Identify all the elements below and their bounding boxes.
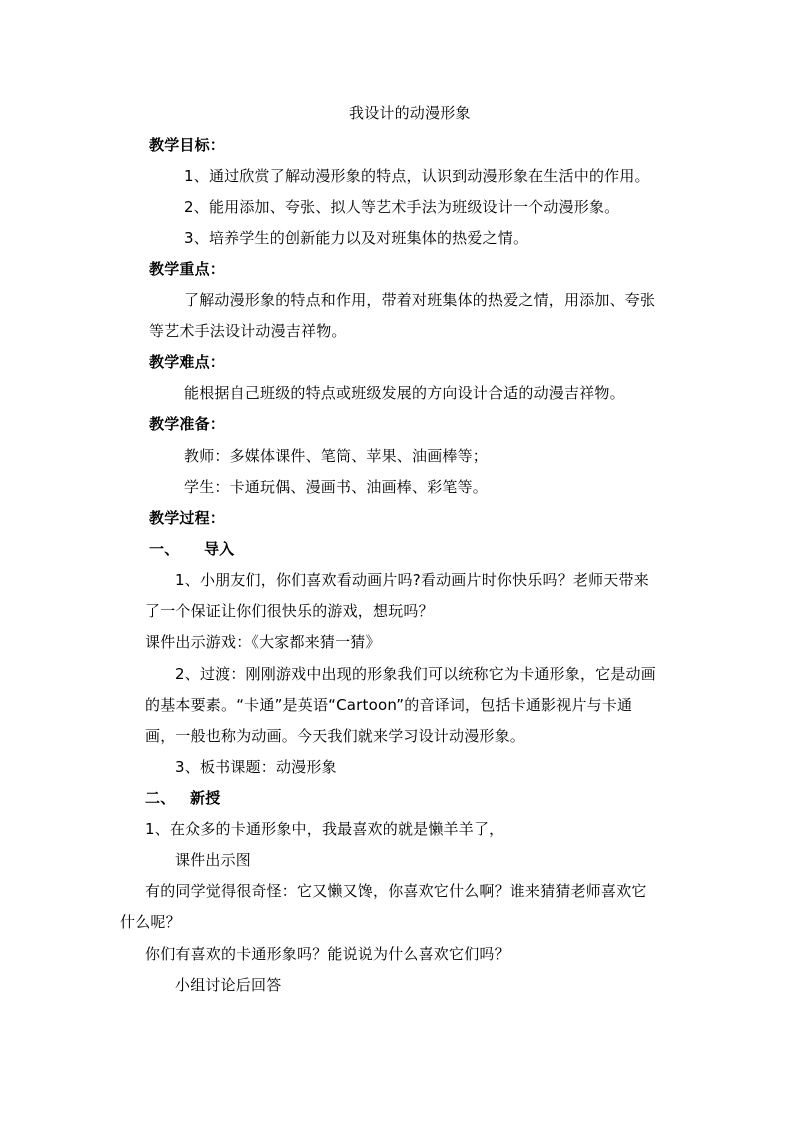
- part1-line-1: 1、小朋友们，你们喜欢看动画片吗?看动画片时你快乐吗？老师天带来: [175, 571, 649, 589]
- part2-line-6: 小组讨论后回答: [175, 976, 282, 994]
- preparation-heading: 教学准备：: [149, 415, 226, 433]
- part2-line-1: 1、在众多的卡通形象中，我最喜欢的就是懒羊羊了，: [145, 820, 505, 838]
- part1-line-3: 课件出示游戏：《大家都来猜一猜》: [145, 633, 381, 651]
- difficulties-heading: 教学难点：: [149, 353, 226, 371]
- key-points-line-2: 等艺术手法设计动漫吉祥物。: [149, 322, 347, 340]
- key-points-heading: 教学重点：: [149, 260, 226, 278]
- part2-line-4: 什么呢？: [120, 913, 181, 931]
- process-heading: 教学过程：: [149, 509, 226, 527]
- part1-line-2: 了一个保证让你们很快乐的游戏，想玩吗？: [145, 602, 434, 620]
- part2-line-2: 课件出示图: [175, 851, 252, 869]
- difficulties-text: 能根据自己班级的特点或班级发展的方向设计合适的动漫吉祥物。: [184, 384, 625, 402]
- objectives-heading: 教学目标：: [149, 136, 226, 154]
- part1-line-7: 3、板书课题：动漫形象: [175, 758, 337, 776]
- document-title: 我设计的动漫形象: [349, 104, 471, 122]
- part2-line-3: 有的同学觉得很奇怪：它又懒又馋，你喜欢它什么啊？谁来猜猜老师喜欢它: [145, 882, 647, 900]
- key-points-line-1: 了解动漫形象的特点和作用，带着对班集体的热爱之情，用添加、夸张: [184, 291, 656, 309]
- part2-title: 新授: [190, 789, 221, 807]
- objective-item-2: 2、能用添加、夸张、拟人等艺术手法为班级设计一个动漫形象。: [184, 198, 620, 216]
- preparation-student: 学生：卡通玩偶、漫画书、油画棒、彩笔等。: [184, 478, 489, 496]
- objective-item-3: 3、培养学生的创新能力以及对班集体的热爱之情。: [184, 229, 529, 247]
- part1-line-6: 画，一般也称为动画。今天我们就来学习设计动漫形象。: [145, 727, 526, 745]
- part1-number: 一、: [149, 540, 180, 558]
- part2-line-5: 你们有喜欢的卡通形象吗？能说说为什么喜欢它们吗？: [145, 945, 510, 963]
- preparation-teacher: 教师：多媒体课件、笔筒、苹果、油画棒等；: [184, 447, 489, 465]
- part2-number: 二、: [145, 789, 176, 807]
- part1-line-5: 的基本要素。“卡通”是英语“Cartoon”的音译词，包括卡通影视片与卡通: [145, 696, 633, 714]
- objective-item-1: 1、通过欣赏了解动漫形象的特点，认识到动漫形象在生活中的作用。: [184, 167, 650, 185]
- part1-title: 导入: [204, 540, 235, 558]
- part1-line-4: 2、过渡：刚刚游戏中出现的形象我们可以统称它为卡通形象，它是动画: [175, 665, 656, 683]
